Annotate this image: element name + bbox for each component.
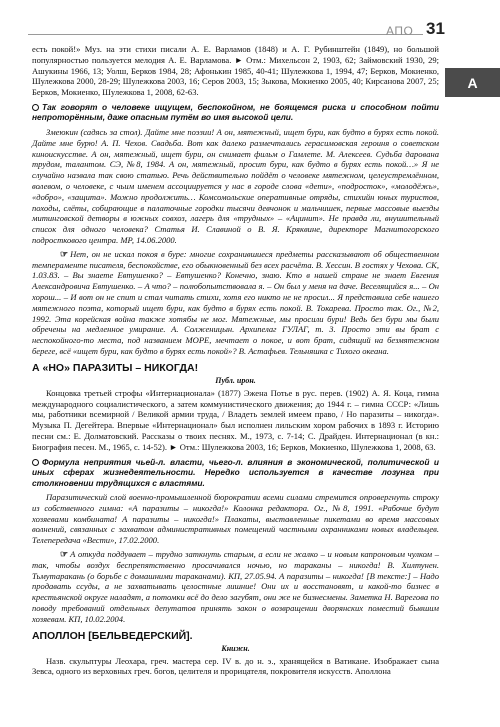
- usage-note-text: Так говорят о человеке ищущем, беспокойном, не боящемся риска и способном пойти непроторённым, даже опасным путём во имя высокой цели.: [32, 101, 439, 123]
- header-rule: [28, 34, 423, 35]
- example-paragraph: [32, 249, 439, 357]
- entry-text: Назв. скульптуры Леохара, греч. мастера сер. IV в. до н. э., хранящейся в Ватикане. Изображает сына Зевса, одного из верховных греч. богов, целителя и прорицателя, покровителя искусств. Аполлона: [32, 655, 439, 677]
- entry-heading: А «НО» ПАРАЗИТЫ – НИКОГДА!: [32, 361, 199, 374]
- pointing-hand-icon: ☞: [60, 548, 69, 559]
- page-body: [32, 44, 439, 677]
- entry-text: есть покой!» Муз. на эти стихи писали А. Е. Варламов (1848) и А. Г. Рубинштейн (1849), но большой популярностью пользуется мелодия А. Е. Варламова. ► Отм.: Михельсон 2, 1903, 62; Займовский 1930, 29; Ашукины 1966, 13; Уолш, Берков 1984, 28; Афонькин 1985, 40-41; Шулежкова 1, 1994, 47; Берков, Мокиенко, Шулежкова 2000, 28-29; Шулежкова 2003, 16; Серов 2003, 15; Зыкова, Мокиенко 2005, 40; Кирсанова 2007, 25; Берков, Мокиенко, Шулежкова 1, 2008, 62-63.: [32, 44, 439, 98]
- page-header: [0, 0, 500, 40]
- entry-text: Концовка третьей строфы «Интернационала» (1877) Эжена Потье в рус. перев. (1902) А. Я. Коца, гимна международного социалистического, а затем коммунистического движения; до 1944 г. – гимна СССР: «Лишь мы, работники всемирной / Великой армии труда, / Владеть землей имеем право, / Но паразиты – никогда». Музыка П. Дегейтера. Впервые «Интернационал» был исполнен лильским хором рабочих в 1893 г. Историю песни см.: Е. Долматовский. Рассказы о твоих песнях. М., 1973, с. 7-14; С. Драйден. Интернационал (в кн.: Биография песен. М., 1965, с. 14-52). ► Отм.: Шулежкова 2003, 16; Берков, Мокиенко, Шулежкова 1, 2008, 63.: [32, 387, 439, 452]
- bullet-circle-icon: [32, 104, 39, 111]
- running-headword: АПО: [386, 24, 414, 38]
- page-number: 31: [426, 19, 445, 38]
- letter-tab: А: [445, 68, 500, 97]
- usage-note: [32, 457, 439, 489]
- style-label: Публ. ирон.: [215, 375, 256, 385]
- example-text: А откуда поддувает – трудно заткнуть старым, а если не жалко – и новым капроновым чулком – так, чтобы воздух беспрепятственно просачивался ночью, но тараканы – никогда! В. Хилтунен. Тьмутаракань (о борьбе с домашними тараканами). КП, 27.05.94. А паразиты – никогда! [В тексте:] – Надо продавать ссуды, а не захватывать целостные лишние! Они их и восстановят, и какой-то бизнес в крестьянской округе наладят, а потомки всё до дело загубят, они же не бизнесмены. Заметка Н. Варегова по поводу требований отдельных депутатов принять закон о возвращении дворянских поместий бывшим хозяевам. КП, 10.02.2004.: [32, 548, 439, 624]
- pointing-hand-icon: ☞: [60, 248, 69, 259]
- bullet-circle-icon: [32, 459, 39, 466]
- example-text: Нет, он не искал покоя в буре: многие сохранившиеся предметы рассказывают об общественном темпераменте писателя, беспокойстве, его обыкновенный без всех расчёта. В. Хессин. В гостях у Чехова. СК, 1.03.83. – Вы знаете Евтушенко? – Евтушенко? Конечно, знаю. Кто в нашей стране не знает Евгения Александровича Евтушенко. – А что? – полюбопытствовала я. – Он был у меня на даче. Веселящийся я... – Он хорош... – И вот он не спит и стал читать стихи, хотя его никто не не просил... Я представила себе нашего мятежного поэта, который ищет бури, как будто в бурях есть покой. В. Токарева. Просто так. Ог., №2, 1992. Эта корейская война также хотябы не мог. Мятежные, мы просили бури! Ведь без бури мы были обречены на медленное умирание. А. Солженицын. Архипелаг ГУЛАГ, т. 3. Просто эти вы брат с неспокойного-то места, под названием МОРЕ, мечтает о покое, и вот брат, сидящий на безмятежном береге, всё «ищет бури, как будто в бурях есть покой»? В. Астафьев. Тельняшка с Тихого океана.: [32, 248, 439, 356]
- example-paragraph: Змеюкин (садясь за стол). Дайте мне поэзии! А он, мятежный, ищет бури, как будто в бурях есть покой. Дайте мне бурю! А. П. Чехов. Свадьба. Вот как далеко размечтались герасимовская героиня о советском киноискусстве. А он, мятежный, ищет бури, он снимает фильм о Гамлете. М. Алексеев. Судьба дарована трудом, талантом. СЭ, №8, 1984. А он, мятежный, просит бури, как будто в бурях есть покой…» Я не случайно назвала так свою статью. Речь действительно пойдёт о человеке мятежном, целеустремлённом, волевом, о человеке, с чьим именем ассоциируется у нас в городе слова «дети», «подросток», «молодёжь», «добро», «защита». Можно продолжить… Комсомольские оперативные отряды, стихийн юных туристов, походы, слёты, собирающие в палаточные городки тысячи девчонок и мальчишек, первые массовые выезды митинговской детворы в южных совхоз, лагерь для «трудных» – «Ацинит». Не правда ли, внушительный список для одного человека? Статья И. Славиной о В. Я. Кряквине, директоре Магнитогорского подросткового центра. МР, 14.06.2000.: [32, 126, 439, 245]
- usage-note-text: Формула неприятия чьей-л. власти, чьего-л. влияния в экономической, политической и иных сферах жизнедеятельности. Нередко используется в качестве лозунга при столкновении трудящихся с властями.: [32, 456, 439, 488]
- entry-heading: АПОЛЛОН [БЕЛЬВЕДЕРСКИЙ].: [32, 629, 193, 642]
- example-paragraph: [32, 549, 439, 625]
- style-label: Книжн.: [221, 643, 250, 653]
- example-paragraph: Паразитический слой военно-промышленной бюрократии всеми силами стремится опровергнуть строку из собственного гимна: «А паразиты – никогда!» Колонка редактора. Ог., №8, 1991. «Рабочие будут хозяевами комбината! А паразиты – никогда!» Плакаты, выставленные пикетами во время массовых волнений, связанных с захватом административных помещений частными охранниками новых владельцев. Телепередача «Вести», 17.02.2000.: [32, 492, 439, 546]
- usage-note: [32, 102, 439, 123]
